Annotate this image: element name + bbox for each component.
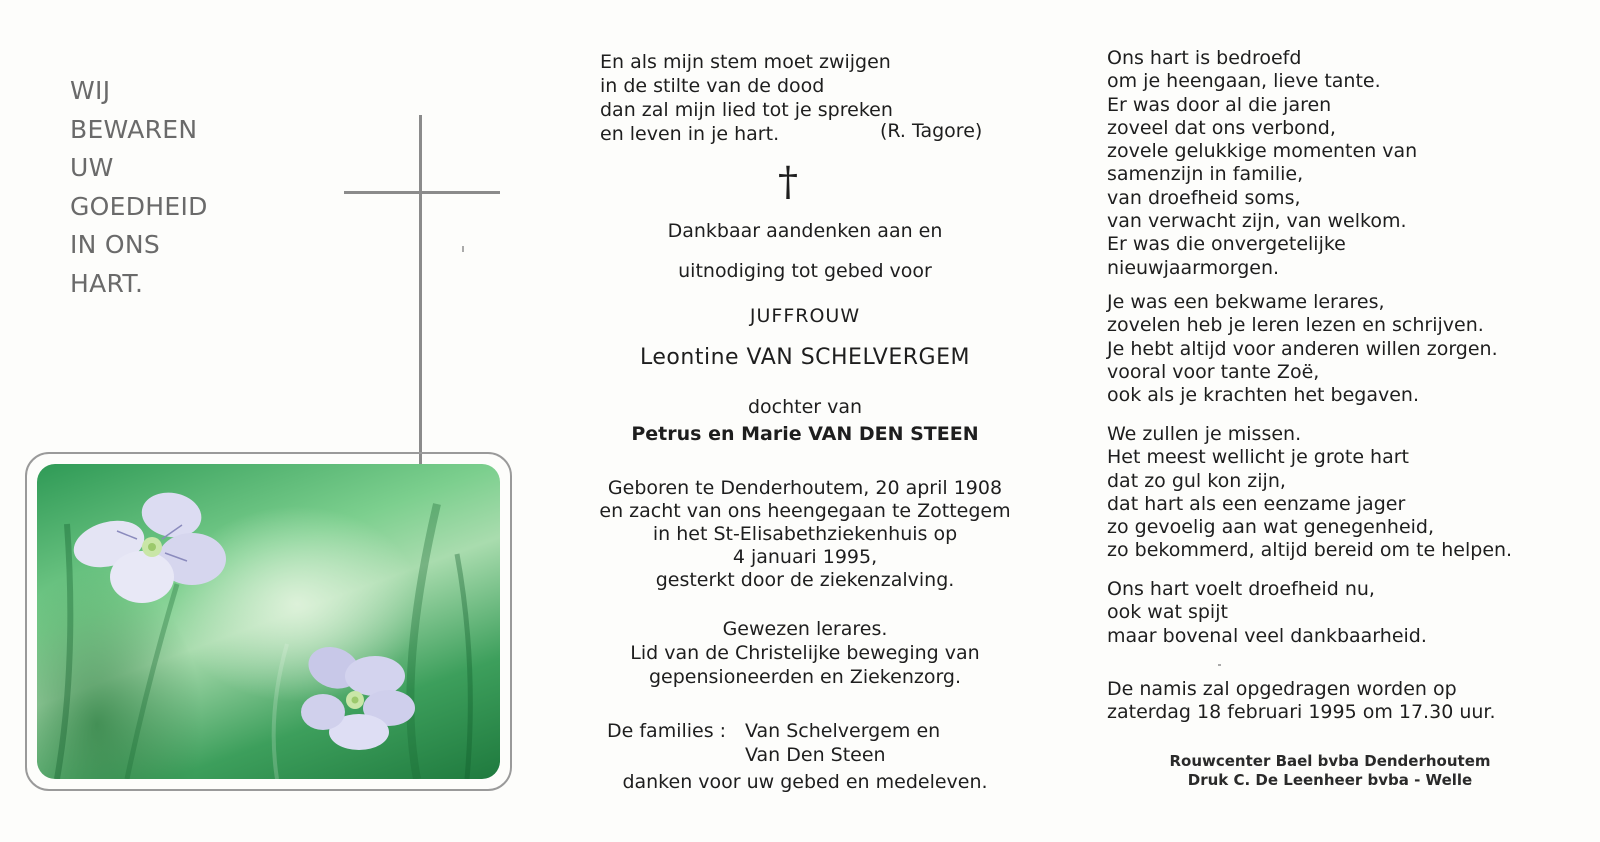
mass-line: De namis zal opgedragen worden op bbox=[1107, 678, 1457, 700]
deceased-name: Leontine VAN SCHELVERGEM bbox=[640, 345, 970, 370]
mass-announcement bbox=[1107, 678, 1496, 725]
motto-line: IN ONS bbox=[70, 230, 161, 259]
stanza-line: We zullen je missen. bbox=[1107, 423, 1302, 445]
stanza-line: nieuwjaarmorgen. bbox=[1107, 256, 1280, 279]
motto-line: GOEDHEID bbox=[70, 191, 208, 221]
memorial-line-1: Dankbaar aandenken aan en bbox=[667, 220, 943, 242]
printer-credits bbox=[1085, 752, 1575, 790]
flower-photo bbox=[37, 464, 500, 779]
stanza-line: vooral voor tante Zoë, bbox=[1107, 360, 1320, 383]
life-line: en zacht van ons heengegaan te Zottegem bbox=[599, 500, 1011, 522]
families-line-2: Van Den Steen bbox=[745, 744, 886, 766]
stanza-line: Er was die onvergetelijke bbox=[1107, 233, 1346, 256]
stanza-3 bbox=[1107, 423, 1512, 563]
poem-line: dan zal mijn lied tot je spreken bbox=[600, 99, 893, 121]
stanza-line: zovele gelukkige momenten van bbox=[1107, 140, 1418, 163]
stanza-line: dat zo gul kon zijn, bbox=[1107, 469, 1286, 492]
cross-vertical-bar bbox=[419, 115, 422, 481]
poem-line: En als mijn stem moet zwijgen bbox=[600, 51, 891, 73]
stanza-line: Je was een bekwame lerares, bbox=[1107, 291, 1385, 313]
poem-author: (R. Tagore) bbox=[880, 120, 983, 142]
right-panel bbox=[1085, 0, 1600, 842]
life-details bbox=[545, 477, 1065, 592]
motto-line: HART. bbox=[70, 268, 144, 298]
flower-upper-left bbox=[69, 488, 226, 603]
stanza-line: dat hart als een eenzame jager bbox=[1107, 492, 1406, 515]
stanza-line: ook als je krachten het begaven. bbox=[1107, 384, 1420, 407]
mass-line: zaterdag 18 februari 1995 om 17.30 uur. bbox=[1107, 701, 1496, 724]
motto-line: UW bbox=[70, 153, 114, 182]
poem bbox=[600, 50, 893, 146]
career-line: Gewezen lerares. bbox=[722, 618, 888, 640]
stanza-line: Je hebt altijd voor anderen willen zorgen. bbox=[1107, 337, 1498, 360]
career-line: gepensioneerden en Ziekenzorg. bbox=[648, 666, 962, 688]
stanza-line: zo bekommerd, altijd bereid om te helpen. bbox=[1107, 539, 1513, 562]
parents: Petrus en Marie VAN DEN STEEN bbox=[631, 423, 979, 445]
stanza-line: samenzijn in familie, bbox=[1107, 163, 1304, 186]
stanza-line: van droefheid soms, bbox=[1107, 186, 1301, 209]
life-line: gesterkt door de ziekenzalving. bbox=[655, 569, 955, 591]
career-details bbox=[545, 617, 1065, 689]
flower-lower-right bbox=[301, 640, 415, 750]
stanza-2 bbox=[1107, 291, 1498, 407]
paper-speck bbox=[462, 246, 464, 252]
stanza-line: ook wat spijt bbox=[1107, 601, 1228, 624]
left-panel bbox=[0, 0, 545, 842]
poem-line: in de stilte van de dood bbox=[600, 75, 825, 97]
families-label: De families : bbox=[607, 720, 727, 742]
stanza-line: van verwacht zijn, van welkom. bbox=[1107, 210, 1407, 233]
stanza-line: Ons hart is bedroefd bbox=[1107, 47, 1302, 69]
credit-line: Rouwcenter Bael bvba Denderhoutem bbox=[1169, 752, 1491, 770]
stanza-line: zoveel dat ons verbond, bbox=[1107, 116, 1336, 139]
poem-line: en leven in je hart. bbox=[600, 123, 780, 145]
memorial-line-2: uitnodiging tot gebed voor bbox=[678, 260, 932, 282]
life-line: 4 januari 1995, bbox=[732, 546, 878, 568]
stanza-4 bbox=[1107, 578, 1427, 648]
stanza-line: om je heengaan, lieve tante. bbox=[1107, 70, 1381, 93]
middle-panel bbox=[545, 0, 1085, 842]
stanza-line: zo gevoelig aan wat genegenheid, bbox=[1107, 516, 1435, 539]
families-line-1: Van Schelvergem en bbox=[745, 720, 941, 742]
motto-line: BEWAREN bbox=[70, 114, 198, 144]
life-line: Geboren te Denderhoutem, 20 april 1908 bbox=[607, 477, 1003, 499]
cross-icon: † bbox=[778, 159, 798, 205]
flower-illustration bbox=[37, 464, 500, 779]
stanza-line: Er was door al die jaren bbox=[1107, 93, 1332, 116]
stanza-1 bbox=[1107, 47, 1417, 280]
motto bbox=[70, 72, 208, 303]
life-line: in het St-Elisabethziekenhuis op bbox=[652, 523, 958, 545]
credit-line: Druk C. De Leenheer bvba - Welle bbox=[1187, 771, 1473, 789]
title: JUFFROUW bbox=[749, 305, 861, 327]
daughter-of: dochter van bbox=[747, 396, 863, 418]
cross-horizontal-bar bbox=[344, 191, 500, 194]
stanza-line: zovelen heb je leren lezen en schrijven. bbox=[1107, 314, 1484, 337]
paper-speck bbox=[1218, 664, 1221, 666]
career-line: Lid van de Christelijke beweging van bbox=[630, 642, 980, 664]
stanza-line: Ons hart voelt droefheid nu, bbox=[1107, 578, 1375, 600]
stanza-line: maar bovenal veel dankbaarheid. bbox=[1107, 624, 1427, 647]
motto-line: WIJ bbox=[70, 76, 111, 105]
thanks: danken voor uw gebed en medeleven. bbox=[622, 771, 988, 793]
stanza-line: Het meest wellicht je grote hart bbox=[1107, 446, 1409, 469]
